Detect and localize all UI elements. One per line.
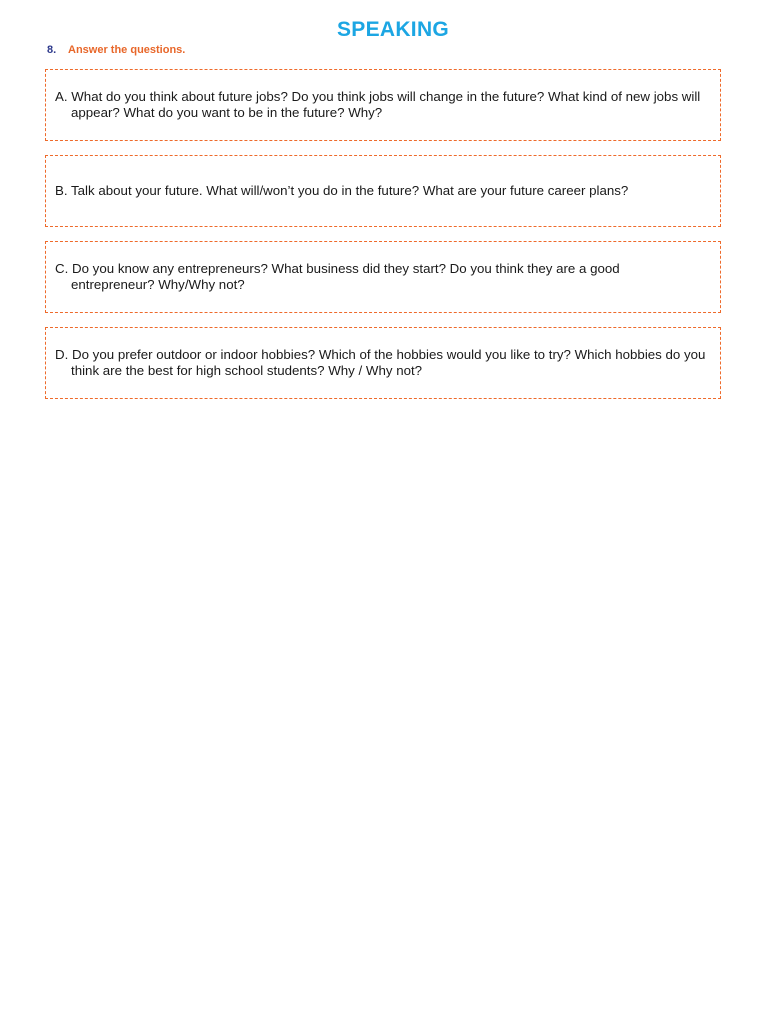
question-box-b: [45, 155, 721, 227]
question-box-d: [45, 327, 721, 399]
question-text-a: A. What do you think about future jobs? Do you think jobs will change in the future? What kind of new jobs will appear? What do you want to be in the future? Why?: [55, 89, 701, 120]
question-box-c: [45, 241, 721, 313]
page-title: SPEAKING: [336, 18, 450, 41]
exercise-number: 8.: [47, 44, 57, 56]
question-box-a: [45, 69, 721, 141]
question-text-d: D. Do you prefer outdoor or indoor hobbies? Which of the hobbies would you like to try? Which hobbies do you think are the best for high school students? Why / Why not?: [55, 347, 706, 378]
exercise-instruction: [47, 44, 185, 56]
exercise-instruction-text: Answer the questions.: [68, 44, 186, 56]
question-text-c: C. Do you know any entrepreneurs? What business did they start? Do you think they are a good entrepreneur? Why/Why not?: [55, 261, 620, 292]
question-text-b: B. Talk about your future. What will/won’t you do in the future? What are your future career plans?: [55, 183, 629, 198]
